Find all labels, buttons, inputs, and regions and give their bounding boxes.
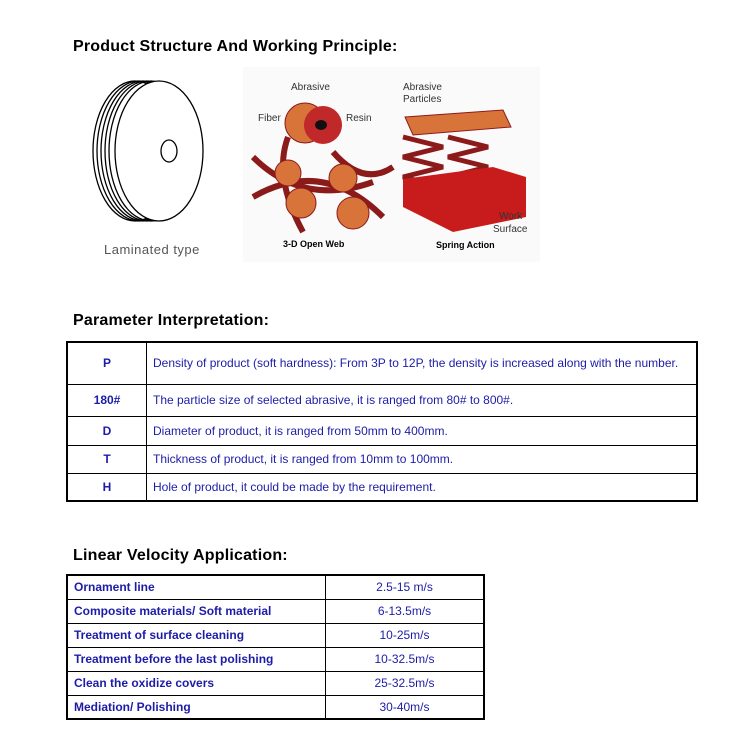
application: Treatment before the last polishing [67, 647, 326, 671]
label-spring-abrasive: Abrasive [403, 82, 442, 93]
param-key: T [67, 445, 147, 473]
speed: 25-32.5m/s [326, 671, 485, 695]
table-row [67, 599, 484, 623]
speed: 10-25m/s [326, 623, 485, 647]
table-row [67, 671, 484, 695]
table-row [67, 384, 697, 416]
table-row [67, 473, 697, 501]
param-key: P [67, 342, 147, 384]
wheel-caption: Laminated type [104, 242, 200, 257]
caption-open-web: 3-D Open Web [283, 239, 345, 249]
diagram-panel [243, 67, 540, 262]
heading-structure: Product Structure And Working Principle: [73, 38, 398, 55]
application: Mediation/ Polishing [67, 695, 326, 719]
velocity-table [66, 574, 485, 720]
table-row [67, 342, 697, 384]
param-desc: Diameter of product, it is ranged from 50mm to 400mm. [147, 416, 698, 445]
param-key: 180# [67, 384, 147, 416]
param-desc: Thickness of product, it is ranged from 10mm to 100mm. [147, 445, 698, 473]
table-row [67, 623, 484, 647]
label-surface: Surface [493, 224, 528, 235]
application: Clean the oxidize covers [67, 671, 326, 695]
param-key: H [67, 473, 147, 501]
speed: 10-32.5m/s [326, 647, 485, 671]
param-desc: The particle size of selected abrasive, it is ranged from 80# to 800#. [147, 384, 698, 416]
parameter-table [66, 341, 698, 502]
application: Composite materials/ Soft material [67, 599, 326, 623]
speed: 2.5-15 m/s [326, 575, 485, 599]
heading-parameters: Parameter Interpretation: [73, 312, 270, 329]
speed: 30-40m/s [326, 695, 485, 719]
param-desc: Hole of product, it could be made by the requirement. [147, 473, 698, 501]
table-row [67, 647, 484, 671]
laminated-wheel-image [85, 75, 235, 240]
label-abrasive: Abrasive [291, 82, 330, 93]
param-desc: Density of product (soft hardness): From 3P to 12P, the density is increased along with the number. [147, 342, 698, 384]
heading-velocity: Linear Velocity Application: [73, 547, 288, 564]
table-row [67, 695, 484, 719]
label-resin: Resin [346, 113, 372, 124]
speed: 6-13.5m/s [326, 599, 485, 623]
label-fiber: Fiber [258, 113, 281, 124]
table-row [67, 575, 484, 599]
application: Treatment of surface cleaning [67, 623, 326, 647]
label-particles: Particles [403, 94, 442, 105]
application: Ornament line [67, 575, 326, 599]
table-row [67, 416, 697, 445]
table-row [67, 445, 697, 473]
caption-spring-action: Spring Action [436, 240, 495, 250]
label-work: Work [499, 211, 523, 222]
param-key: D [67, 416, 147, 445]
